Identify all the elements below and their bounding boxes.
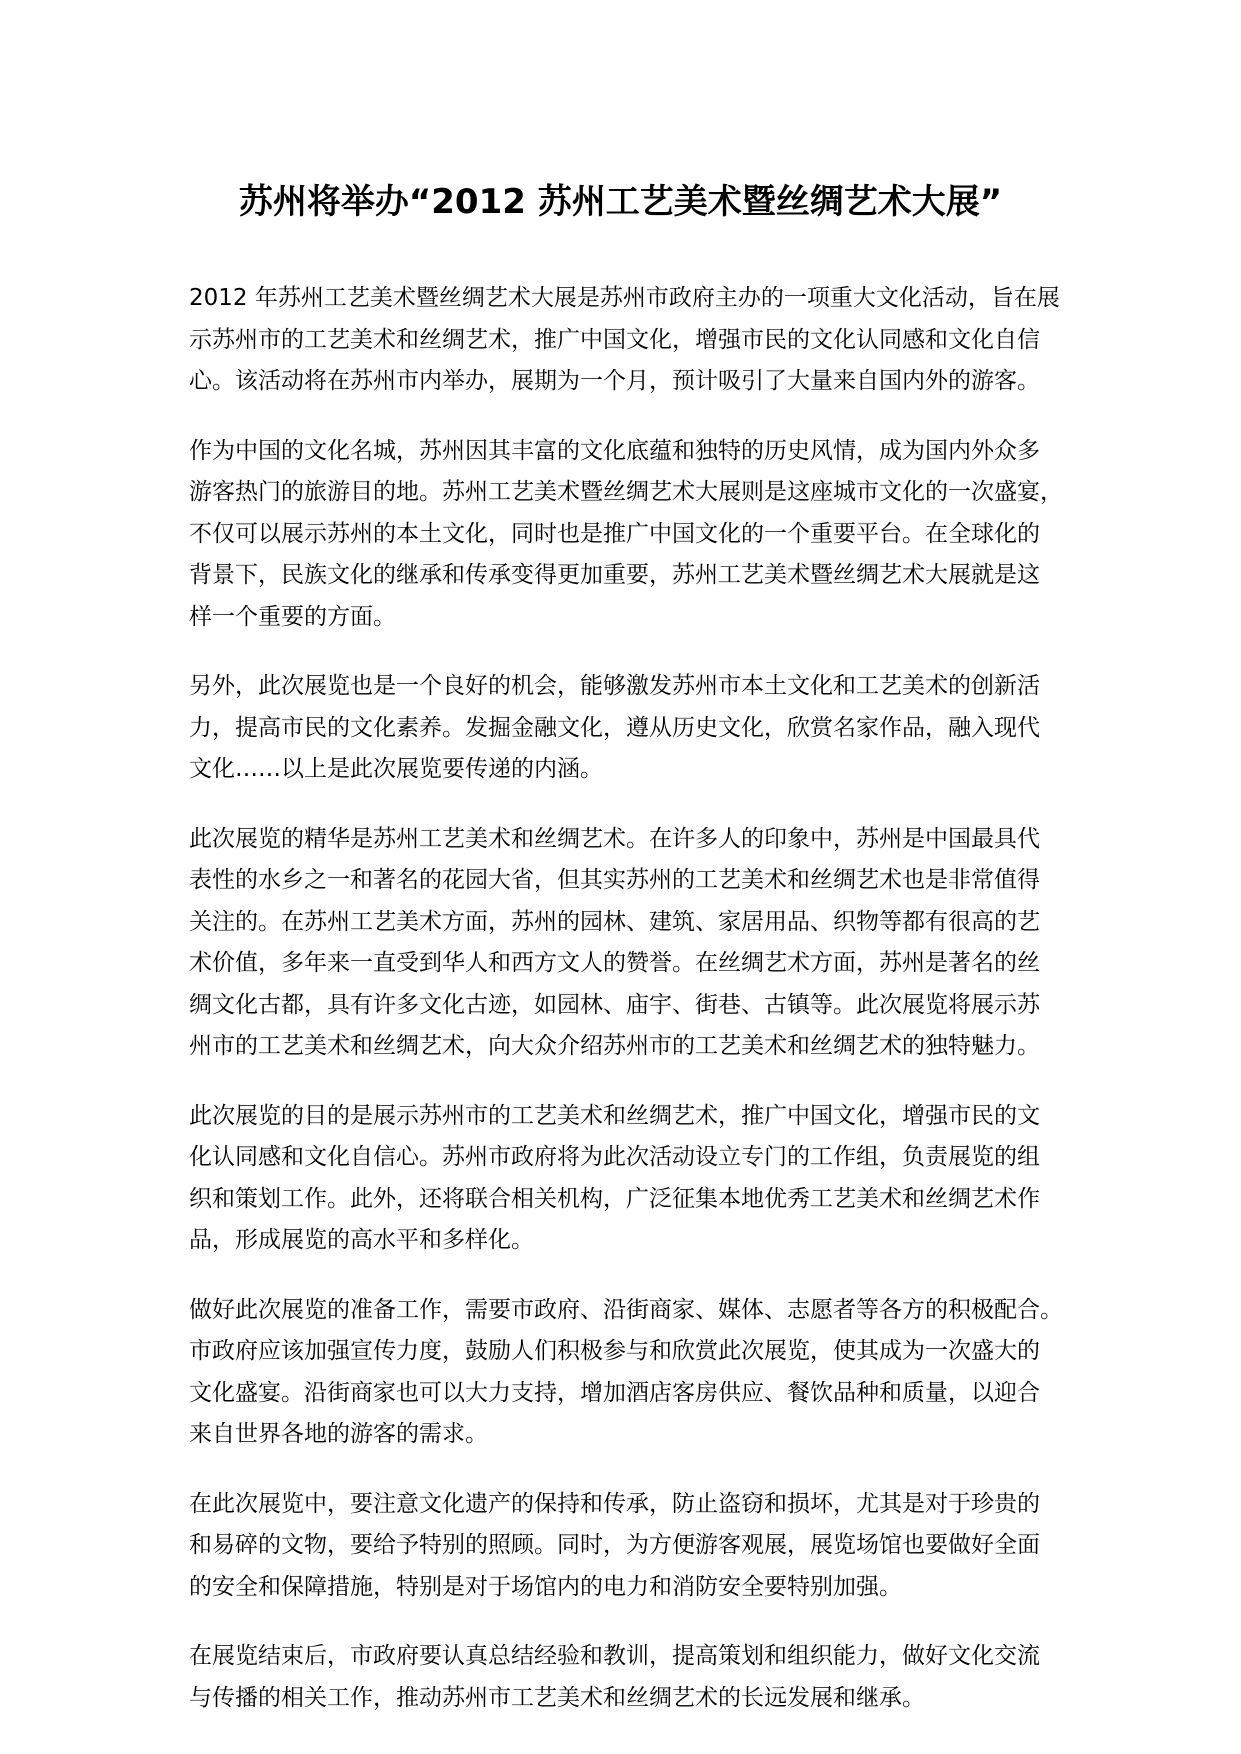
paragraph-line: 此次展览的目的是展示苏州市的工艺美术和丝绸艺术，推广中国文化，增强市民的文	[189, 1102, 1040, 1129]
paragraph-line: 在此次展览中，要注意文化遗产的保持和传承，防止盗窃和损坏，尤其是对于珍贵的	[189, 1490, 1040, 1517]
paragraph	[189, 1484, 1079, 1609]
paragraph-line: 和易碎的文物，要给予特别的照顾。同时，为方便游客观展，展览场馆也要做好全面	[189, 1532, 1040, 1558]
paragraph-line: 文化……以上是此次展览要传递的内涵。	[189, 756, 603, 782]
paragraph-line: 在展览结束后，市政府要认真总结经验和教训，提高策划和组织能力，做好文化交流	[189, 1643, 1040, 1669]
paragraph-line: 织和策划工作。此外，还将联合相关机构，广泛征集本地优秀工艺美术和丝绸艺术作	[189, 1185, 1040, 1212]
paragraph-line: 示苏州市的工艺美术和丝绸艺术，推广中国文化，增强市民的文化认同感和文化自信	[189, 326, 1040, 353]
paragraph-line: 游客热门的旅游目的地。苏州工艺美术暨丝绸艺术大展则是这座城市文化的一次盛宴，	[189, 479, 1063, 505]
paragraph-line: 品，形成展览的高水平和多样化。	[189, 1227, 534, 1253]
document-body	[189, 278, 1079, 1747]
paragraph-line: 不仅可以展示苏州的本土文化，同时也是推广中国文化的一个重要平台。在全球化的	[189, 520, 1040, 547]
paragraph-line: 心。该活动将在苏州市内举办，展期为一个月，预计吸引了大量来自国内外的游客。	[189, 368, 1040, 394]
paragraph-line: 背景下，民族文化的继承和传承变得更加重要，苏州工艺美术暨丝绸艺术大展就是这	[189, 562, 1040, 588]
paragraph-line: 作为中国的文化名城，苏州因其丰富的文化底蕴和独特的历史风情，成为国内外众多	[189, 437, 1040, 464]
paragraph	[189, 1290, 1079, 1456]
paragraph	[189, 1096, 1079, 1262]
paragraph-line: 另外，此次展览也是一个良好的机会，能够激发苏州市本土文化和工艺美术的创新活	[189, 673, 1040, 699]
paragraph	[189, 1636, 1079, 1719]
paragraph-line: 力，提高市民的文化素养。发掘金融文化，遵从历史文化，欣赏名家作品，融入现代	[189, 714, 1040, 741]
paragraph-line: 2012 年苏州工艺美术暨丝绸艺术大展是苏州市政府主办的一项重大文化活动，旨在展	[189, 285, 1060, 311]
paragraph-line: 的安全和保障措施，特别是对于场馆内的电力和消防安全要特别加强。	[189, 1573, 902, 1600]
paragraph-line: 术价值，多年来一直受到华人和西方文人的赞誉。在丝绸艺术方面，苏州是著名的丝	[189, 950, 1040, 976]
paragraph-line: 做好此次展览的准备工作，需要市政府、沿街商家、媒体、志愿者等各方的积极配合。	[189, 1296, 1063, 1323]
paragraph-line: 样一个重要的方面。	[189, 603, 396, 630]
paragraph-line: 表性的水乡之一和著名的花园大省，但其实苏州的工艺美术和丝绸艺术也是非常值得	[189, 867, 1040, 893]
paragraph-line: 文化盛宴。沿街商家也可以大力支持，增加酒店客房供应、餐饮品种和质量，以迎合	[189, 1379, 1040, 1406]
paragraph	[189, 278, 1079, 403]
paragraph-line: 此次展览的精华是苏州工艺美术和丝绸艺术。在许多人的印象中，苏州是中国最具代	[189, 825, 1040, 852]
paragraph-line: 来自世界各地的游客的需求。	[189, 1421, 488, 1447]
paragraph	[189, 431, 1079, 639]
paragraph-line: 州市的工艺美术和丝绸艺术，向大众介绍苏州市的工艺美术和丝绸艺术的独特魅力。	[189, 1033, 1040, 1059]
paragraph	[189, 819, 1079, 1068]
paragraph	[189, 666, 1079, 791]
paragraph-line: 绸文化古都，具有许多文化古迹，如园林、庙宇、街巷、古镇等。此次展览将展示苏	[189, 991, 1040, 1018]
paragraph-line: 与传播的相关工作，推动苏州市工艺美术和丝绸艺术的长远发展和继承。	[189, 1684, 925, 1711]
paragraph-line: 市政府应该加强宣传力度，鼓励人们积极参与和欣赏此次展览，使其成为一次盛大的	[189, 1338, 1040, 1364]
paragraph-line: 化认同感和文化自信心。苏州市政府将为此次活动设立专门的工作组，负责展览的组	[189, 1144, 1040, 1170]
document-title: 苏州将举办“2012 苏州工艺美术暨丝绸艺术大展”	[238, 182, 1003, 222]
paragraph-line: 关注的。在苏州工艺美术方面，苏州的园林、建筑、家居用品、织物等都有很高的艺	[189, 908, 1040, 935]
